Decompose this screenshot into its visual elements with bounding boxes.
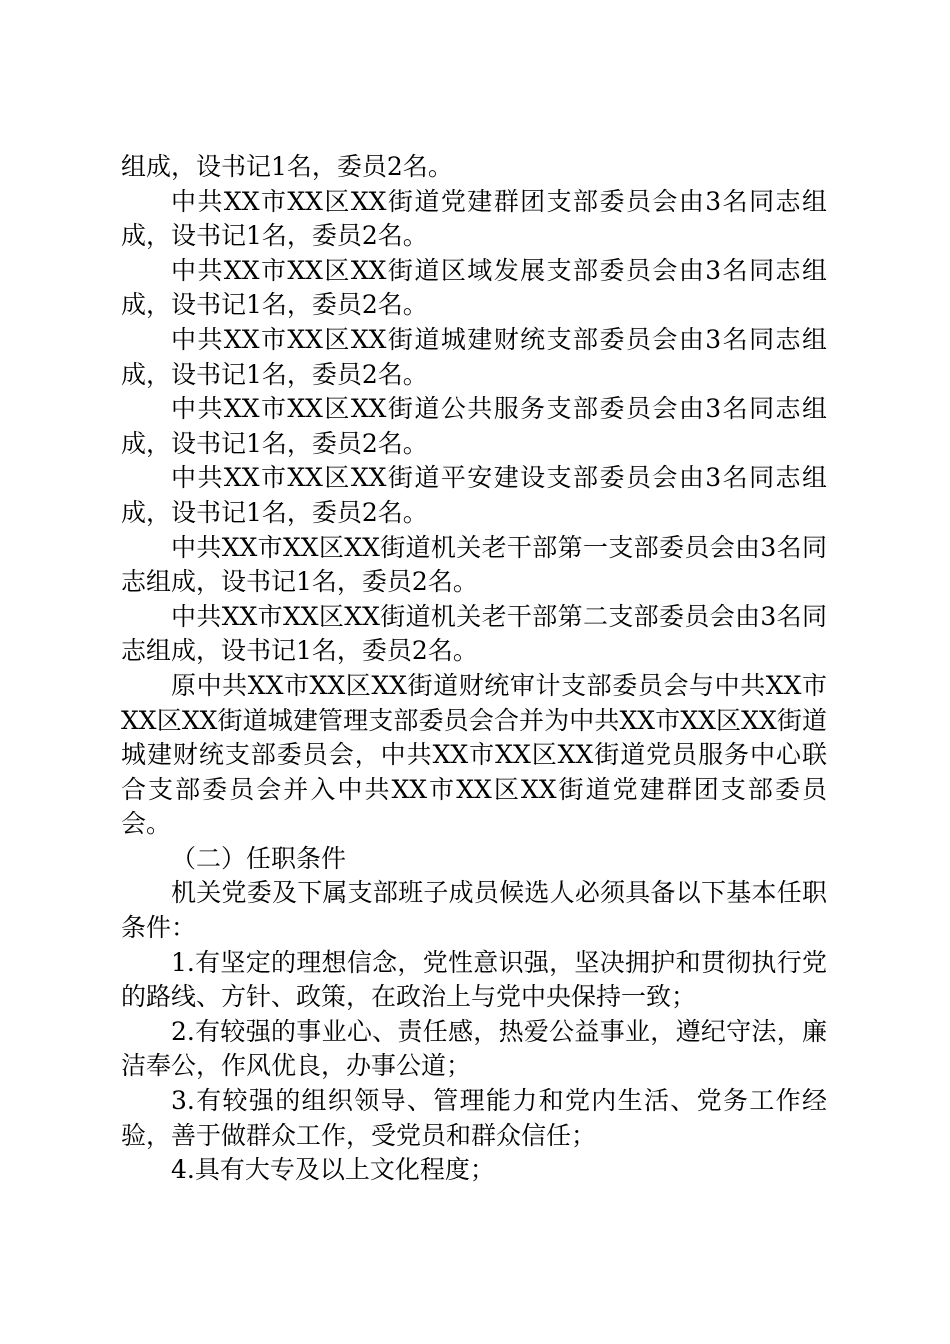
paragraph-branch-dangjian: 中共XX市XX区XX街道党建群团支部委员会由3名同志组成，设书记1名，委员2名。 (121, 186, 827, 251)
list-item-4: 4.具有大专及以上文化程度； (171, 1155, 495, 1185)
section-heading: （二）任职条件 (171, 843, 347, 873)
list-item-2: 2.有较强的事业心、责任感，热爱公益事业，遵纪守法，廉洁奉公，作风优良，办事公道； (121, 1016, 827, 1081)
paragraph-branch-gonggong: 中共XX市XX区XX街道公共服务支部委员会由3名同志组成，设书记1名，委员2名。 (121, 394, 827, 458)
paragraph-merger: 原中共XX市XX区XX街道财统审计支部委员会与中共XX市XX区XX街道城建管理支部委员会合并为中共XX市XX区XX街道城建财统支部委员会，中共XX市XX区XX街道党员服务中心联合支部委员会并入中共XX市XX区XX街道党建群团支部委员会。 (121, 670, 827, 839)
paragraph-branch-laoganbu-1: 中共XX市XX区XX街道机关老干部第一支部委员会由3名同志组成，设书记1名，委员2名。 (121, 532, 827, 597)
document-body (121, 150, 827, 1188)
paragraph-branch-quyu: 中共XX市XX区XX街道区域发展支部委员会由3名同志组成，设书记1名，委员2名。 (121, 255, 827, 320)
paragraph-continuation: 组成，设书记1名，委员2名。 (121, 152, 453, 181)
paragraph-intro: 机关党委及下属支部班子成员候选人必须具备以下基本任职条件： (121, 878, 827, 943)
paragraph-branch-chengjian: 中共XX市XX区XX街道城建财统支部委员会由3名同志组成，设书记1名，委员2名。 (121, 324, 827, 389)
paragraph-branch-pingan: 中共XX市XX区XX街道平安建设支部委员会由3名同志组成，设书记1名，委员2名。 (121, 463, 827, 527)
list-item-3: 3.有较强的组织领导、管理能力和党内生活、党务工作经验，善于做群众工作，受党员和群众信任； (121, 1086, 827, 1150)
list-item-1: 1.有坚定的理想信念，党性意识强，坚决拥护和贯彻执行党的路线、方针、政策，在政治上与党中央保持一致； (121, 947, 827, 1012)
paragraph-branch-laoganbu-2: 中共XX市XX区XX街道机关老干部第二支部委员会由3名同志组成，设书记1名，委员2名。 (121, 601, 827, 666)
